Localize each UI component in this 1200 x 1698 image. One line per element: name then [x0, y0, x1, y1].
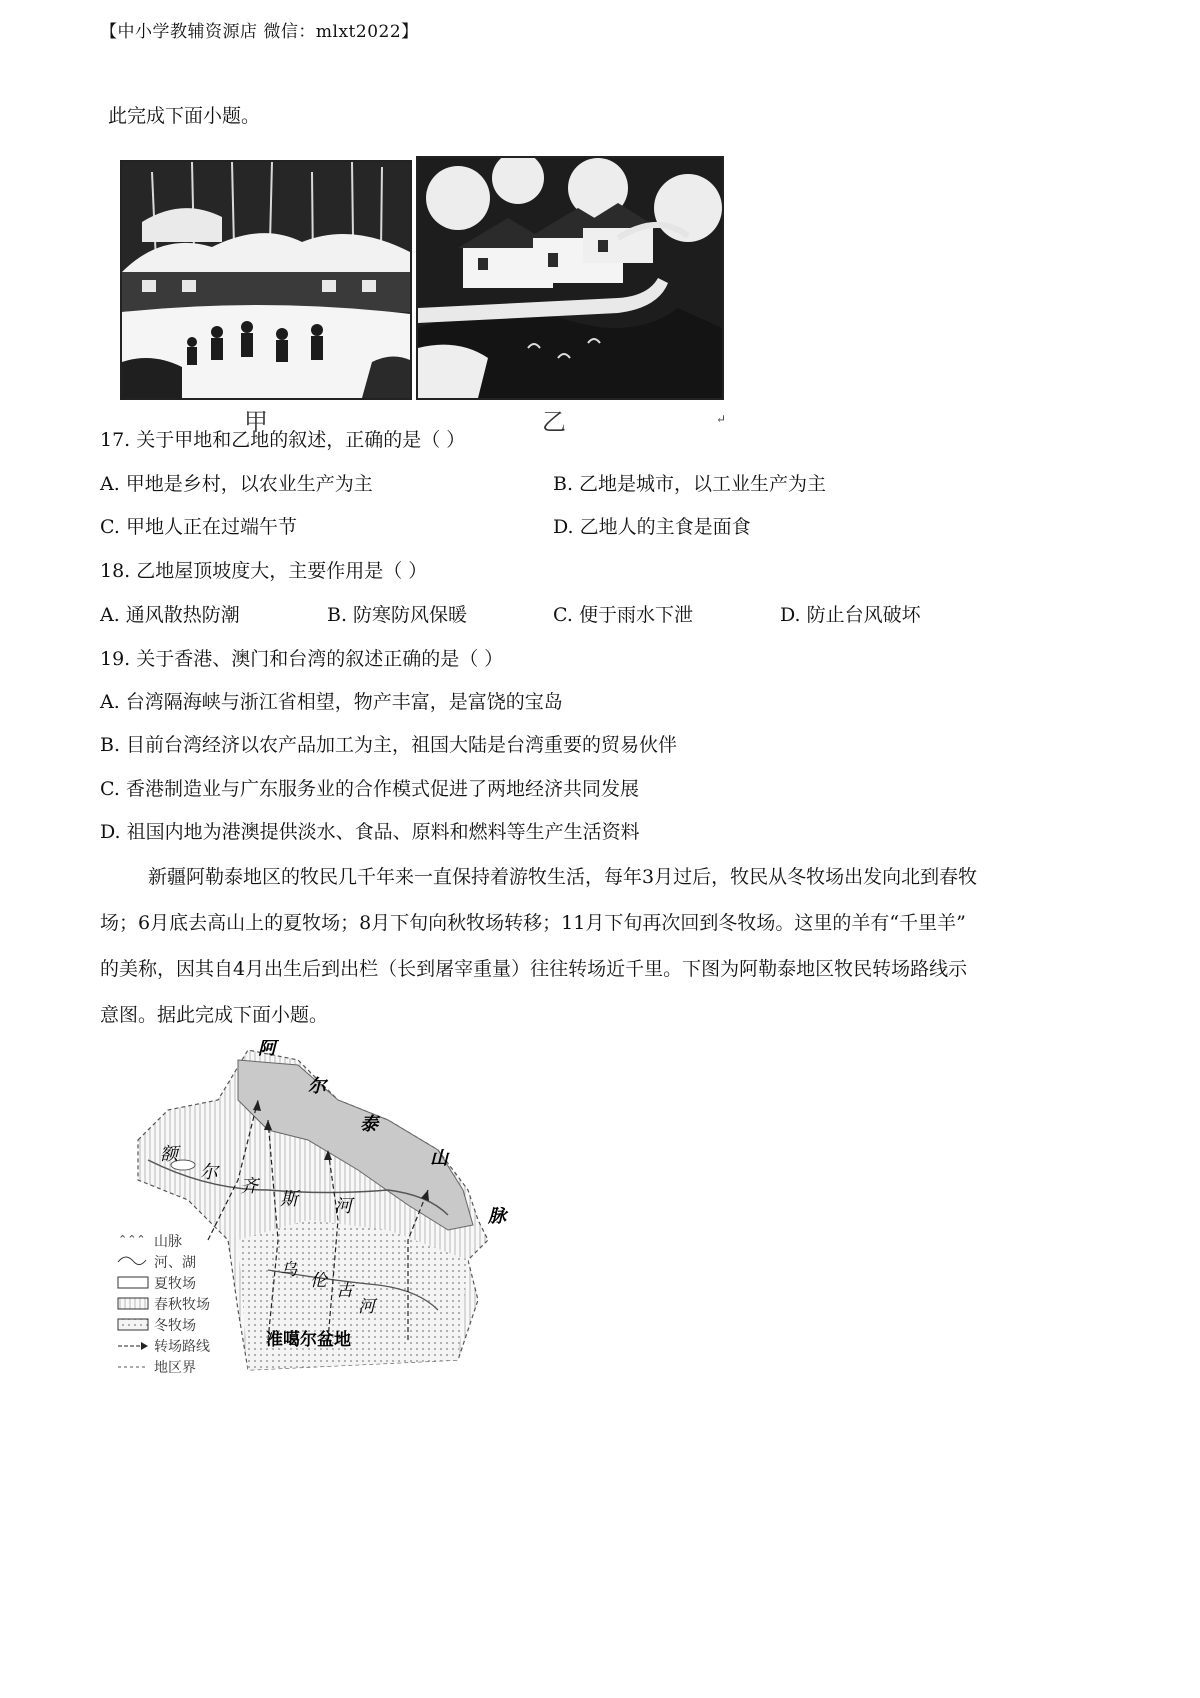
passage-line-3: 的美称，因其自4月出生后到出栏（长到屠宰重量）往往转场近千里。下图为阿勒泰地区牧民转场路线示: [100, 958, 968, 980]
map-label-a2: 尔: [308, 1076, 326, 1097]
page-header: 【中小学教辅资源店 微信：mlxt2022】: [100, 22, 419, 42]
q18-option-a: A. 通风散热防潮: [100, 604, 240, 626]
map-legend: [118, 1233, 210, 1376]
passage-line-4: 意图。据此完成下面小题。: [100, 1004, 329, 1026]
map-label-basin: 准噶尔盆地: [266, 1330, 351, 1350]
q17-option-b: B. 乙地是城市，以工业生产为主: [553, 473, 827, 495]
legend-winter: 冬牧场: [154, 1318, 196, 1334]
figure-paintings: [120, 156, 727, 436]
map-label-w2: 伦: [310, 1271, 327, 1291]
map-figure: [108, 1040, 528, 1390]
q19-option-a: A. 台湾隔海峡与浙江省相望，物产丰富，是富饶的宝岛: [100, 691, 563, 713]
q19-option-c: C. 香港制造业与广东服务业的合作模式促进了两地经济共同发展: [100, 778, 639, 800]
caption-jia: 甲: [244, 408, 268, 436]
legend-boundary: 地区界: [154, 1360, 196, 1376]
legend-spring-autumn-icon: [118, 1298, 148, 1309]
map-label-a5: 脉: [488, 1206, 506, 1227]
map-label-a3: 泰: [360, 1114, 378, 1135]
q18-stem: 18. 乙地屋顶坡度大，主要作用是（ ）: [100, 560, 428, 582]
legend-mountain: 山脉: [154, 1234, 182, 1250]
legend-mountain-icon: ⌃⌃⌃: [118, 1233, 146, 1246]
painting-jia: [120, 160, 412, 400]
intro-tail: 此完成下面小题。: [108, 105, 261, 127]
q18-option-d: D. 防止台风破坏: [780, 604, 921, 626]
legend-spring-autumn: 春秋牧场: [154, 1297, 210, 1313]
q17-stem: 17. 关于甲地和乙地的叙述，正确的是（ ）: [100, 429, 466, 451]
q18-option-c: C. 便于雨水下泄: [553, 604, 693, 626]
q17-option-d: D. 乙地人的主食是面食: [553, 516, 751, 538]
legend-river: 河、湖: [154, 1255, 196, 1271]
map-label-w3: 古: [336, 1281, 353, 1301]
legend-river-icon: [118, 1257, 146, 1265]
passage-line-1: 新疆阿勒泰地区的牧民几千年来一直保持着游牧生活，每年3月过后，牧民从冬牧场出发向北到春牧: [148, 866, 978, 888]
map-label-a4: 山: [430, 1148, 448, 1169]
q19-stem: 19. 关于香港、澳门和台湾的叙述正确的是（ ）: [100, 648, 504, 670]
q17-option-c: C. 甲地人正在过端午节: [100, 516, 297, 538]
passage-line-2: 场；6月底去高山上的夏牧场；8月下旬向秋牧场转移；11月下旬再次回到冬牧场。这里的羊有“千里羊”: [100, 912, 966, 934]
legend-route: 转场路线: [154, 1339, 210, 1355]
q18-option-b: B. 防寒防风保暖: [327, 604, 468, 626]
q19-option-b: B. 目前台湾经济以农产品加工为主，祖国大陆是台湾重要的贸易伙伴: [100, 734, 678, 756]
legend-summer-icon: [118, 1277, 148, 1288]
q19-option-d: D. 祖国内地为港澳提供淡水、食品、原料和燃料等生产生活资料: [100, 821, 640, 843]
map-label-e3: 齐: [240, 1176, 258, 1197]
map-label-e5: 河: [334, 1196, 352, 1217]
map-label-e1: 额: [160, 1144, 178, 1165]
map-label-e4: 斯: [280, 1189, 298, 1210]
map-label-w4: 河: [358, 1297, 375, 1317]
painting-yi: [416, 156, 724, 400]
legend-winter-icon: [118, 1319, 148, 1330]
legend-summer: 夏牧场: [154, 1276, 196, 1292]
map-label-a1: 阿: [258, 1040, 276, 1059]
map-label-e2: 尔: [200, 1162, 218, 1183]
map-label-w1: 乌: [280, 1260, 297, 1280]
altay-map: [108, 1040, 528, 1390]
q17-option-a: A. 甲地是乡村，以农业生产为主: [100, 473, 373, 495]
caption-yi: 乙: [542, 408, 566, 436]
return-mark: ↵: [716, 412, 727, 426]
